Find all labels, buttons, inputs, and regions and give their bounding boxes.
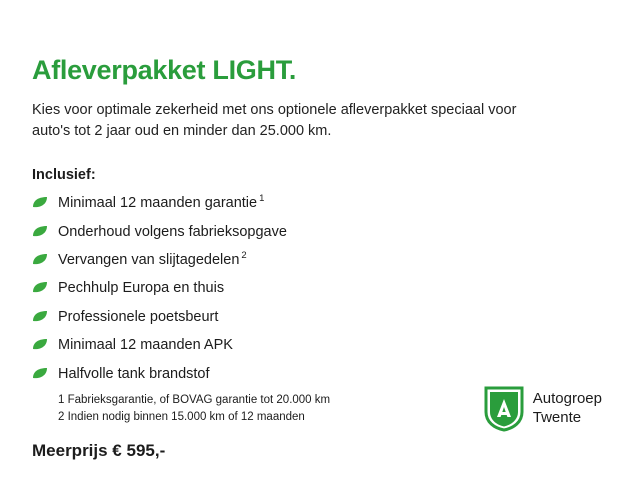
feature-label: Professionele poetsbeurt: [58, 308, 219, 325]
feature-label: Pechhulp Europa en thuis: [58, 280, 225, 297]
leaf-bullet-icon: [32, 338, 48, 351]
leaf-bullet-icon: [32, 367, 48, 380]
leaf-bullet-icon: [32, 225, 48, 238]
footnote-1: 1 Fabrieksgarantie, of BOVAG garantie tot 20.000 km: [58, 393, 331, 406]
feature-label: Minimaal 12 maanden garantie $^1$: [58, 193, 265, 212]
feature-label: Vervangen van slijtagedelen $^2$: [58, 249, 247, 268]
leaf-bullet-icon: [32, 310, 48, 323]
list-item: [32, 307, 608, 327]
list-item: [32, 335, 608, 355]
shield-a-icon: [484, 386, 524, 432]
brand-logo: [484, 386, 602, 432]
brand-name-line1: Autogroep: [532, 390, 602, 408]
feature-label: Onderhoud volgens fabrieksopgave: [58, 223, 287, 240]
brand-name-line2: Twente: [532, 409, 582, 426]
footnote-marker: 2: [241, 249, 247, 261]
feature-label: Minimaal 12 maanden APK: [58, 336, 233, 353]
list-item: [32, 364, 608, 384]
list-item: [32, 278, 608, 298]
intro-text: Kies voor optimale zekerheid met ons optionele afleverpakket speciaal voor auto's tot 2 jaar oud en minder dan 25.000 km.: [32, 101, 517, 140]
feature-list: [32, 193, 608, 384]
list-item: [32, 222, 608, 242]
feature-label: Halfvolle tank brandstof: [58, 365, 210, 382]
footnote-marker: 1: [259, 193, 265, 205]
leaf-bullet-icon: [32, 281, 48, 294]
price-label: Meerprijs € 595,-: [32, 441, 166, 461]
list-item: [32, 250, 608, 270]
footnote-2: 2 Indien nodig binnen 15.000 km of 12 maanden: [58, 410, 305, 423]
list-item: [32, 193, 608, 213]
brand-name: [533, 390, 602, 428]
leaf-bullet-icon: [32, 253, 48, 266]
inclusief-heading: Inclusief:: [32, 167, 96, 184]
leaf-bullet-icon: [32, 196, 48, 209]
page-title: Afleverpakket LIGHT.: [32, 55, 297, 85]
